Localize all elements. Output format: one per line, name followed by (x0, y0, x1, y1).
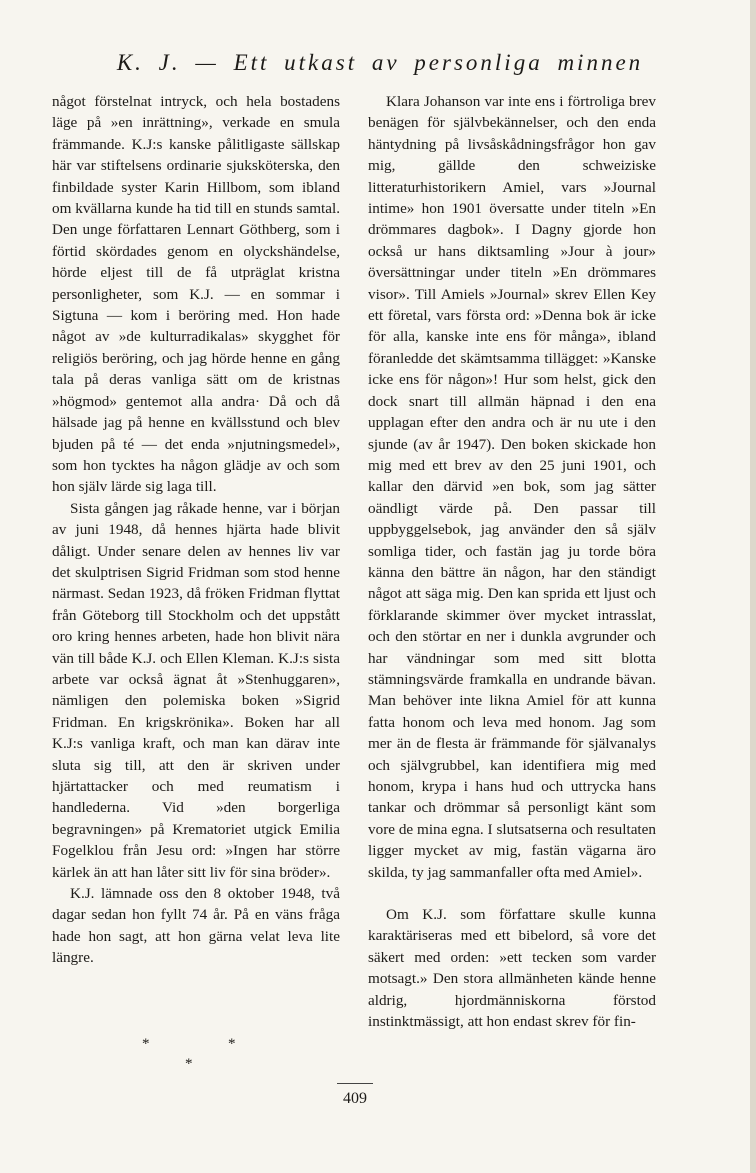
paragraph: Klara Johanson var inte ens i förtroliga brev benägen för självbekännelser, och den enda häntydning på livsåskådningsfrågor hon gav mig, gällde den schweiziske litteraturhistorikern Amiel, vars »Journal intime» hon 1901 översatte under titeln »En drömmares dagbok». I Dagny gjorde hon också ur hans diktsamling »Jour à jour» översättningar under titeln »En drömmares visor». Till Amiels »Journal» skrev Ellen Key ett företal, vars första ord: »Denna bok är icke för alla, kanske inte ens för många», ibland föranledde det skämtsamma tillägget: »Kanske icke ens för någon»! Hur som helst, gick den dock snart till allmän häpnad i den ena upplagan efter den andra och är nu ute i den sjunde (av år 1947). Den boken skickade hon mig med ett brev av den 25 juni 1901, och kallar den därvid »en bok, som jag sätter oändligt värde på. Den passar till uppbyggelsebok, jag använder den så själv somliga tider, och fastän jag ju torde böra känna den bättre än någon, har den ständigt något att säga mig. Den kan sprida ett ljust och förklarande skimmer över mycket intrasslat, och den störtar en ner i dunkla avgrunder och har vändningar som med sitt blotta stämningsvärde framkalla en undrande bävan. Man behöver inte likna Amiel för att kunna fatta honom och leva med honom. Jag som mer än de flesta är främmande för självanalys och självgrubbel, kan identifiera mig med honom, krypa i hans hud och uttrycka hans tankar och drömmar så personligt känt som vore de mina egna. I slutsatserna och resultaten ligger mycket av mig, fastän vägarna äro skilda, ty jag sammanfaller ofta med Amiel». (368, 93, 656, 881)
right-column (368, 91, 656, 1032)
page-number: 409 (343, 1090, 367, 1107)
page-edge (750, 0, 756, 1173)
paragraph: Om K.J. som författare skulle kunna karaktäriseras med ett bibelord, så vore det säkert med orden: »ett tecken som varder motsagt.» Den stora allmänheten kände henne aldrig, hjordmänniskorna förstod instinktmässigt, att hon endast skrev för fin- (368, 906, 656, 1031)
running-header: K. J. — Ett utkast av personliga minnen (116, 50, 644, 75)
paragraph: K.J. lämnade oss den 8 oktober 1948, två dagar sedan hon fyllt 74 år. På en väns fråga hade hon sagt, att hon gärna velat leva lite längre. (52, 885, 340, 967)
paragraph: något förstelnat intryck, och hela bostadens läge på »en inrättning», verkade en smula främmande. K.J:s kanske pålitligaste sällskap här var stiftelsens ordinarie sjuksköterska, den finbildade syster Karin Hillbom, som ibland om kvällarna kunde ha tid till en stunds samtal. Den unge författaren Lennart Göthberg, som i förtid skördades genom en olyckshändelse, hörde eljest till de få utpräglat kristna personligheter, som K.J. — en sommar i Sigtuna — kom i beröring med. Hon hade något av »de kulturradikalas» skygghet för religiös beröring, och jag hörde henne en gång tala på deras vanliga sätt om de kristnas »högmod» gentemot alla andra· Då och då hälsade jag på henne en kvällsstund och blev bjuden på té — det enda »njutningsmedel», som hon tycktes ha någon glädje av och som hon själv lärde sig laga till. (52, 93, 340, 496)
paragraph: Sista gången jag råkade henne, var i början av juni 1948, då hennes hjärta hade blivit dåligt. Under senare delen av hennes liv var det skulptrisen Sigrid Fridman som stod henne närmast. Sedan 1923, då fröken Fridman flyttat från Göteborg till Stockholm och det uppstått oro kring hennes arbeten, hade hon blivit nära vän till både K.J. och Ellen Kleman. K.J:s sista arbete var också ägnat åt »Stenhuggaren», nämligen den polemiska boken »Sigrid Fridman. En krigskrönika». Boken har all K.J:s vanliga kraft, och man kan därav inte sluta sig till, att den är skriven under hjärtattacker och med reumatism i handlederna. Vid »den borgerliga begravningen» på Krematoriet utgick Emilia Fogelklou från Jesu ord: »Ingen har större kärlek än att han låter sitt liv för sina bröder». (52, 499, 340, 881)
left-column (52, 91, 340, 969)
asterisk: * (142, 1036, 150, 1052)
section-separator (52, 1036, 340, 1076)
asterisk: * (228, 1036, 236, 1052)
footer-rule (337, 1083, 373, 1084)
asterisk: * (185, 1056, 193, 1072)
